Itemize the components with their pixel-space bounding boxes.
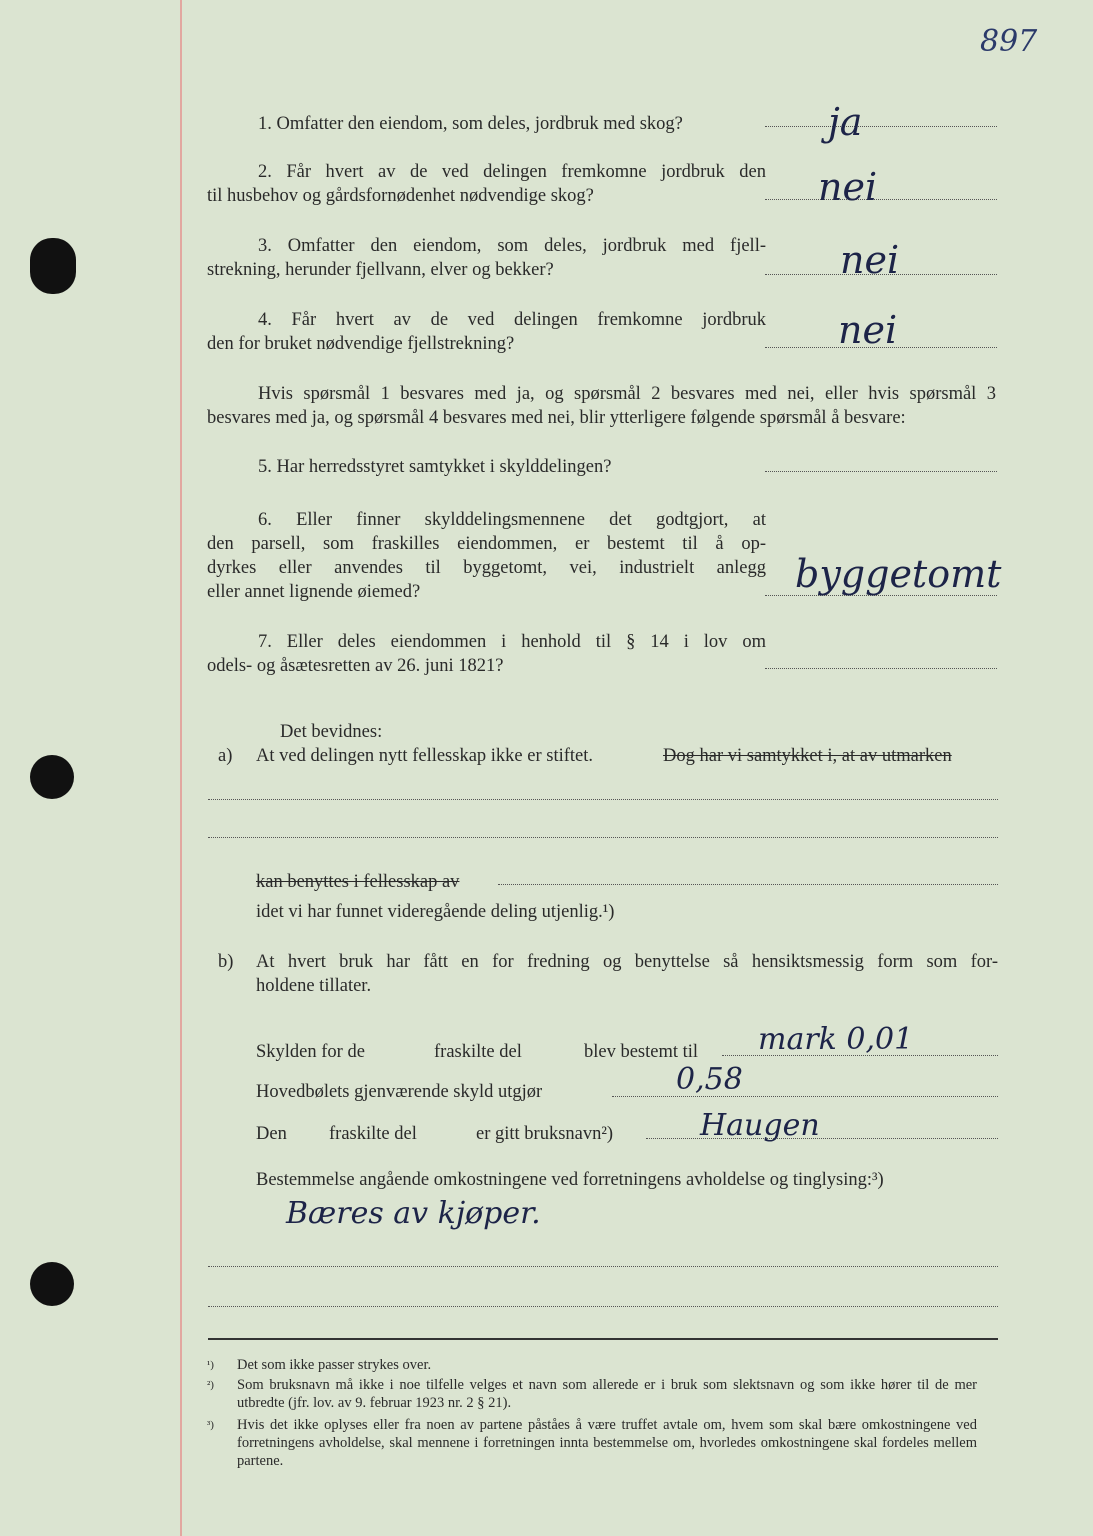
punch-hole bbox=[30, 1262, 74, 1306]
skyld-label-1b: fraskilte del bbox=[434, 1042, 522, 1062]
certify-a-struck: Dog har vi samtykket i, at av utmarken bbox=[663, 746, 952, 766]
blank-line bbox=[498, 884, 998, 885]
question-7-line-2: odels- og åsætesretten av 26. juni 1821? bbox=[207, 656, 504, 676]
question-6-line-2: den parsell, som fraskilles eiendommen, er bestemt til å op- bbox=[207, 534, 766, 554]
skyld-label-3b: fraskilte del bbox=[329, 1124, 417, 1144]
question-1: 1. Omfatter den eiendom, som deles, jordbruk med skog? bbox=[258, 114, 683, 134]
skyld-label-1c: blev bestemt til bbox=[584, 1042, 699, 1062]
cost-clause-handwritten: Bæres av kjøper. bbox=[286, 1196, 541, 1231]
page-number: 897 bbox=[980, 24, 1038, 59]
margin-line bbox=[180, 0, 182, 1536]
skyld-label-3a: Den bbox=[256, 1124, 287, 1144]
footnote-3 bbox=[207, 1416, 997, 1476]
question-4-line-1: 4. Får hvert av de ved delingen fremkomne jordbruk bbox=[258, 310, 766, 330]
answer-4-handwritten: nei bbox=[838, 308, 898, 352]
punch-hole bbox=[30, 238, 76, 294]
footnote-text: Hvis det ikke oplyses eller fra noen av partene påståes å være truffet avtale om, hvem som skal bære omkostningene ved forretningens avholdelse, skal mennene i forretningen innta bestemmelse om, hvorledes omkostningene skal fordeles mellem partene. bbox=[237, 1417, 977, 1469]
footnote-2 bbox=[207, 1376, 997, 1416]
answer-3-handwritten: nei bbox=[840, 238, 900, 282]
answer-line bbox=[646, 1138, 998, 1139]
skyld-label-2: Hovedbølets gjenværende skyld utgjør bbox=[256, 1082, 543, 1102]
answer-line bbox=[765, 471, 997, 472]
footnote-rule bbox=[208, 1338, 998, 1340]
answer-line bbox=[612, 1096, 998, 1097]
skyld-label-3c: er gitt bruksnavn²) bbox=[476, 1124, 614, 1144]
blank-line bbox=[208, 799, 998, 800]
answer-6-handwritten: byggetomt bbox=[795, 552, 1002, 596]
footnote-text: Det som ikke passer strykes over. bbox=[237, 1357, 432, 1373]
footnote-1 bbox=[207, 1356, 997, 1374]
footnote-mark: ¹) bbox=[207, 1359, 214, 1371]
certify-b-label: b) bbox=[218, 952, 234, 972]
blank-line bbox=[208, 1266, 998, 1267]
certify-b-line-1: At hvert bruk har fått en for fredning og benyttelse så hensiktsmessig form som for- bbox=[256, 952, 998, 972]
question-3-line-1: 3. Omfatter den eiendom, som deles, jordbruk med fjell- bbox=[258, 236, 766, 256]
blank-line bbox=[208, 837, 998, 838]
answer-1-handwritten: ja bbox=[828, 100, 863, 144]
question-3-line-2: strekning, herunder fjellvann, elver og bekker? bbox=[207, 260, 554, 280]
conditional-intro-line-1: Hvis spørsmål 1 besvares med ja, og spørsmål 2 besvares med nei, eller hvis spørsmål 3 bbox=[258, 384, 996, 404]
answer-2-handwritten: nei bbox=[818, 165, 878, 209]
blank-line bbox=[208, 1306, 998, 1307]
footnote-text: Som bruksnavn må ikke i noe tilfelle velges et navn som allerede er i bruk som slektsnavn og som ikke hører til de mer utbredte (jfr. lov. av 9. februar 1923 nr. 2 § 21). bbox=[237, 1377, 977, 1411]
question-7-line-1: 7. Eller deles eiendommen i henhold til § 14 i lov om bbox=[258, 632, 766, 652]
certify-a-label: a) bbox=[218, 746, 233, 766]
certify-a-struck-2: kan benyttes i fellesskap av bbox=[256, 872, 460, 892]
cost-clause-label: Bestemmelse angående omkostningene ved forretningens avholdelse og tinglysing:³) bbox=[256, 1170, 884, 1190]
certify-heading: Det bevidnes: bbox=[280, 722, 383, 742]
skyld-label-1a: Skylden for de bbox=[256, 1042, 365, 1062]
punch-hole bbox=[30, 755, 74, 799]
certify-a-continued: idet vi har funnet videregående deling utjenlig.¹) bbox=[256, 902, 615, 922]
question-2-line-2: til husbehov og gårdsfornødenhet nødvendige skog? bbox=[207, 186, 594, 206]
question-6-line-4: eller annet lignende øiemed? bbox=[207, 582, 421, 602]
footnote-mark: ²) bbox=[207, 1379, 214, 1391]
question-2-line-1: 2. Får hvert av de ved delingen fremkomne jordbruk den bbox=[258, 162, 766, 182]
certify-b-line-2: holdene tillater. bbox=[256, 976, 372, 996]
skyld-handwritten: mark 0,01 bbox=[758, 1022, 914, 1057]
question-5: 5. Har herredsstyret samtykket i skylddelingen? bbox=[258, 457, 612, 477]
certify-a-text: At ved delingen nytt fellesskap ikke er stiftet. bbox=[256, 746, 594, 766]
answer-line bbox=[765, 126, 997, 127]
answer-line bbox=[765, 199, 997, 200]
remaining-skyld-handwritten: 0,58 bbox=[676, 1062, 743, 1097]
footnote-mark: ³) bbox=[207, 1419, 214, 1431]
bruksnavn-handwritten: Haugen bbox=[700, 1108, 820, 1143]
answer-line bbox=[765, 668, 997, 669]
conditional-intro-line-2: besvares med ja, og spørsmål 4 besvares med nei, blir ytterligere følgende spørsmål å besvare: bbox=[207, 408, 906, 428]
question-6-line-3: dyrkes eller anvendes til byggetomt, vei, industrielt anlegg bbox=[207, 558, 766, 578]
question-6-line-1: 6. Eller finner skylddelingsmennene det godtgjort, at bbox=[258, 510, 766, 530]
question-4-line-2: den for bruket nødvendige fjellstrekning? bbox=[207, 334, 515, 354]
